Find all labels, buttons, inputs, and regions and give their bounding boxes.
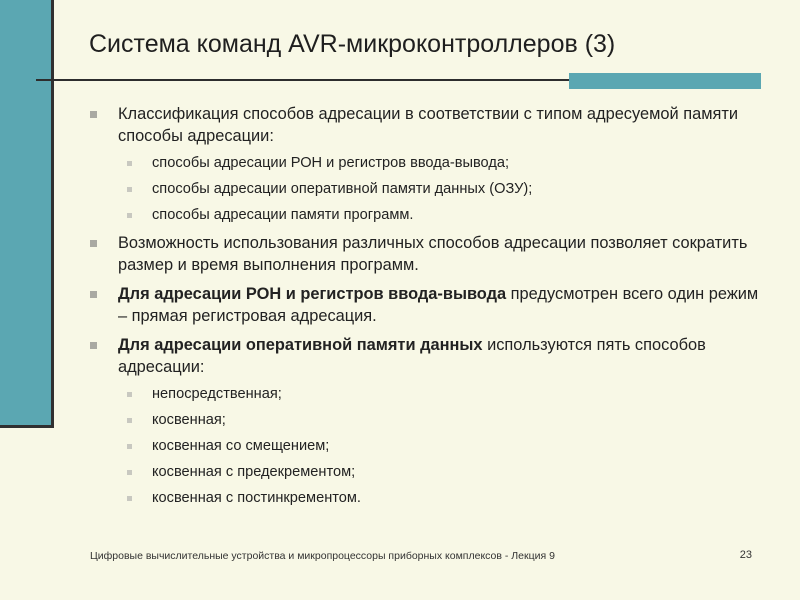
sub-item: косвенная с предекрементом;	[90, 463, 770, 482]
bullet-item	[90, 232, 770, 276]
bullet-item	[90, 283, 770, 327]
sub-list	[90, 385, 770, 508]
sub-item: способы адресации памяти программ.	[90, 206, 770, 225]
square-bullet-icon	[127, 418, 132, 423]
bullet-item	[90, 103, 770, 147]
bullet-bold-text: Для адресации оперативной памяти данных	[118, 336, 483, 354]
square-bullet-icon	[127, 213, 132, 218]
sub-item: косвенная с постинкрементом.	[90, 489, 770, 508]
title-rule-accent	[569, 73, 761, 89]
page-number: 23	[739, 549, 752, 561]
bullet-item	[90, 334, 770, 378]
square-bullet-icon	[90, 291, 97, 298]
slide-title: Система команд AVR-микроконтроллеров (3)	[89, 30, 616, 58]
square-bullet-icon	[127, 470, 132, 475]
bullet-bold-text: Для адресации РОН и регистров ввода-вывода	[118, 285, 507, 303]
sub-list	[90, 154, 770, 225]
slide-footer: Цифровые вычислительные устройства и микропроцессоры приборных комплексов - Лекция 9	[90, 550, 555, 562]
square-bullet-icon	[127, 444, 132, 449]
left-accent-bar	[0, 0, 51, 425]
bullet-text: Классификация способов адресации в соответствии с типом адресуемой памяти способы адресации:	[118, 105, 739, 145]
sub-item: непосредственная;	[90, 385, 770, 404]
bullet-text: предусмотрен всего один режим – прямая регистровая адресация.	[118, 285, 759, 325]
sub-item: способы адресации РОН и регистров ввода-вывода;	[90, 154, 770, 173]
sub-item: способы адресации оперативной памяти данных (ОЗУ);	[90, 180, 770, 199]
sub-item: косвенная со смещением;	[90, 437, 770, 456]
sub-item: косвенная;	[90, 411, 770, 430]
slide-content	[90, 103, 770, 515]
square-bullet-icon	[90, 240, 97, 247]
square-bullet-icon	[127, 496, 132, 501]
bullet-text: Возможность использования различных способов адресации позволяет сократить размер и время выполнения программ.	[118, 234, 748, 274]
square-bullet-icon	[127, 187, 132, 192]
bullet-text: используются пять способов адресации:	[118, 336, 706, 376]
square-bullet-icon	[127, 392, 132, 397]
square-bullet-icon	[127, 161, 132, 166]
square-bullet-icon	[90, 111, 97, 118]
square-bullet-icon	[90, 342, 97, 349]
